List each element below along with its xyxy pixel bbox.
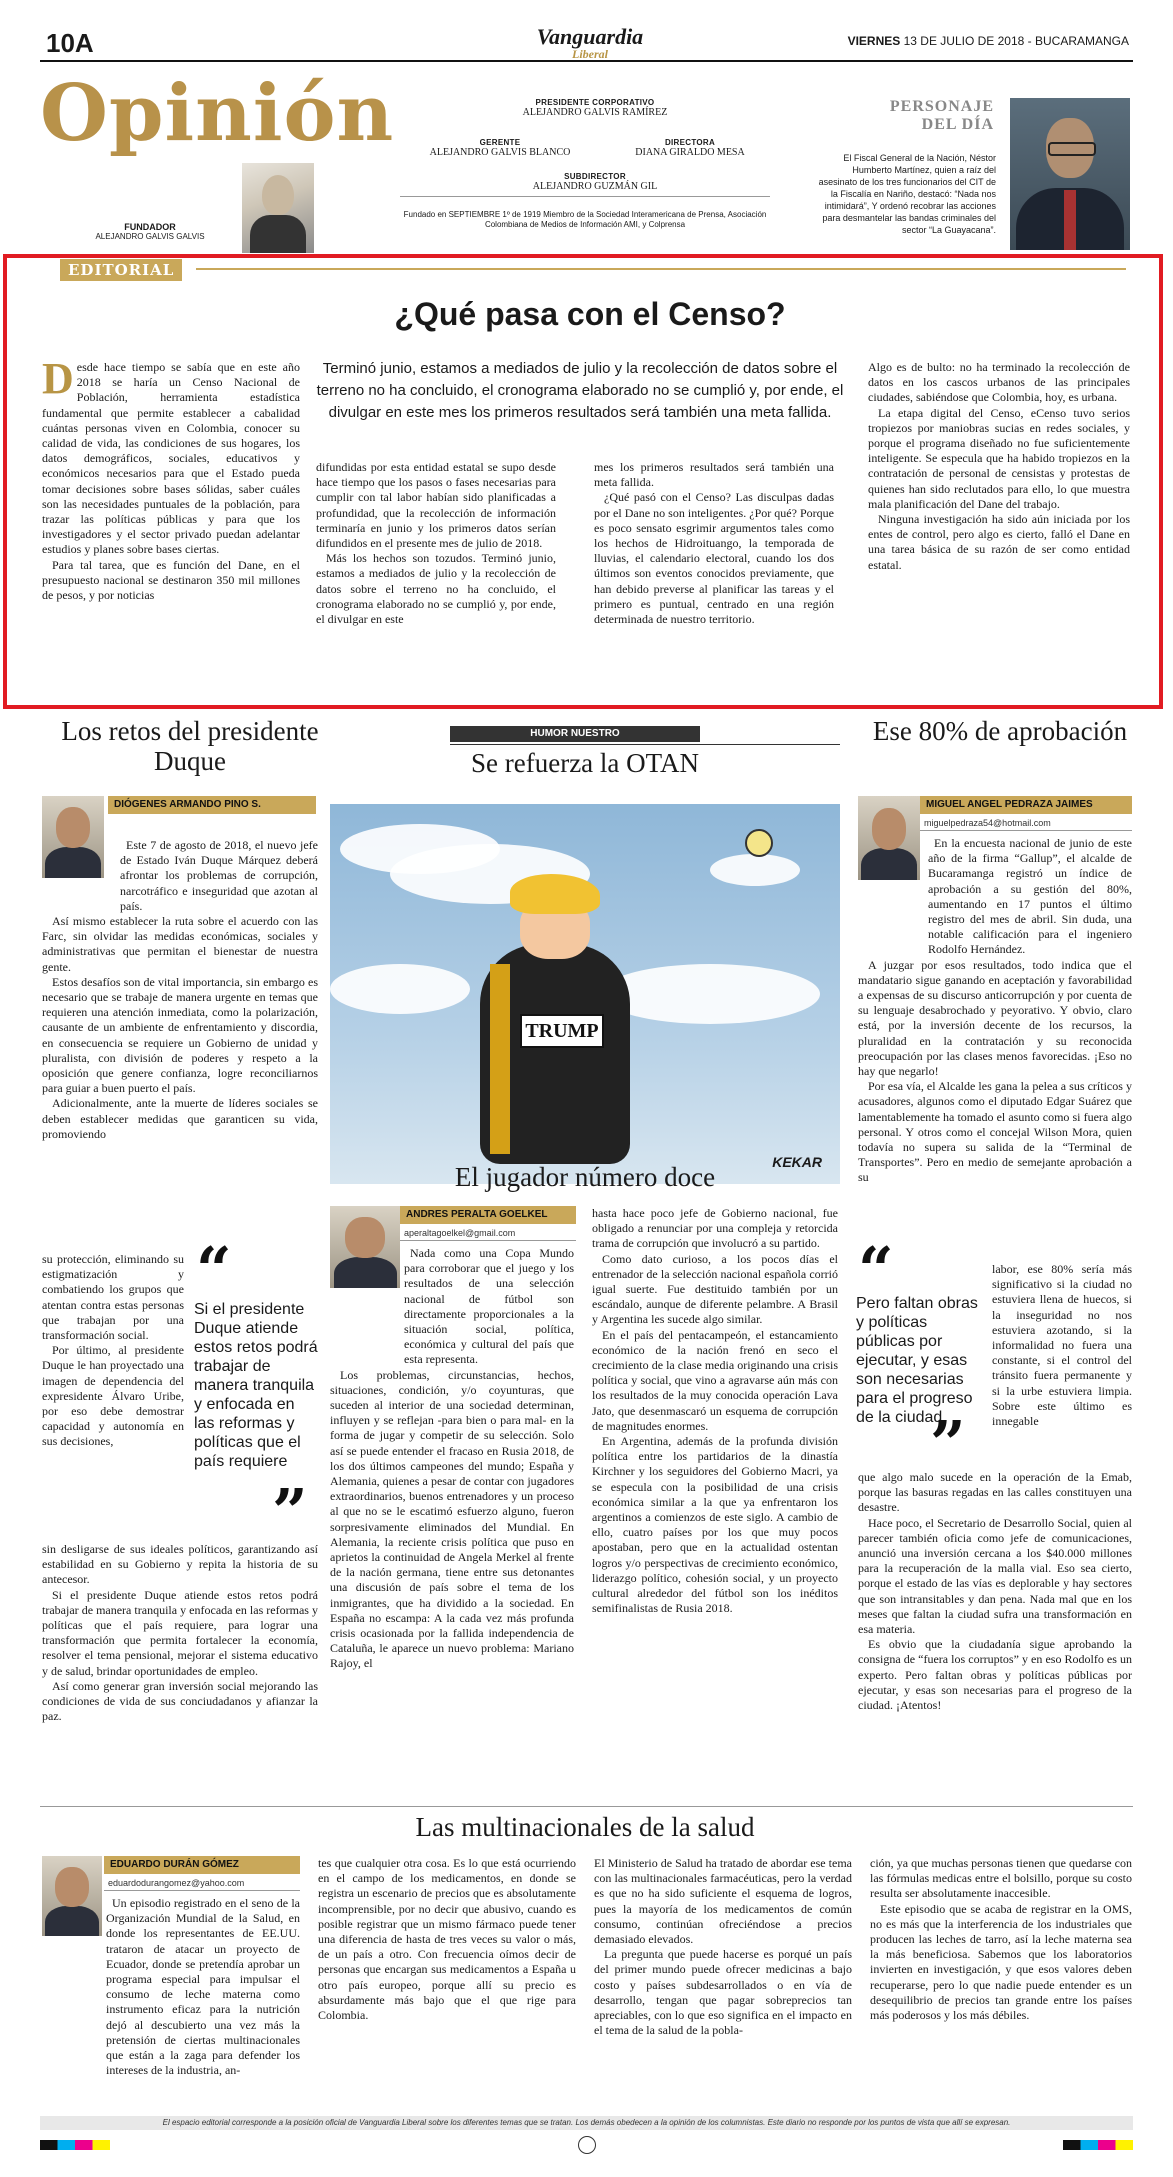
ochenta-text-narrow [992, 1262, 1132, 1429]
jugador-email[interactable]: aperaltagoelkel@gmail.com [400, 1226, 576, 1241]
cartoon-illustration [330, 804, 840, 1184]
editorial-paragraph: ¿Qué pasó con el Censo? Las disculpas dadas por el Dane no son inteligentes. ¿Por qué? Porque es poco sensato esgrimir argumentos tales como los hechos de Hidroituango, la temporada de lluvias, el calendario electoral, cuando los dos últimos son eventos conocidos previamente, que han debido preverse al planificar las tareas y el primero es puntual, centrado en una región determinada de nuestro territorio. [594, 490, 834, 627]
dateline [848, 34, 1129, 48]
multinacionales-column-1 [42, 1896, 300, 2078]
editorial-paragraph: Ninguna investigación ha sido aún iniciada por los entes de control, pero algo es cierto, falló el Dane en una tarea básica de su razón de ser como entidad estatal. [868, 512, 1130, 572]
ochenta-pullquote: Pero faltan obras y políticas públicas por ejecutar, y esas son necesarias para el progreso de la ciudad. [856, 1295, 978, 1426]
personaje-text: El Fiscal General de la Nación, Néstor Humberto Martínez, quien a raíz del asesinato de los tres funcionarios del CIT de la Fiscalía en Nariño, destacó: “Nada nos intimidará”, Y ordenó recobrar las acciones para desmantelar las bandas criminales del sector “La Guayacana”. [818, 153, 996, 235]
retos-byline: DIÓGENES ARMANDO PINO S. [108, 796, 316, 814]
jugador-paragraph: En el país del pentacampeón, el estancamiento económico de la nación frenó en seco el crecimiento de la clase media originando una crisis política y social, que vino a agravarse aún más con los resultados de la muy conocida operación Lava Jato, que desenmascaró un esquema de corrupción de magnitudes enormes. [592, 1327, 838, 1433]
retos-paragraph: Adicionalmente, ante la muerte de líderes sociales se deben establecer medidas que garanticen su vida, promoviendo [42, 1096, 318, 1141]
editorial-paragraph: La etapa digital del Censo, eCenso tuvo serios tropiezos por maniobras sucias en redes sociales, y porque el programa diseñado no fue suficientemente inteligente. Se especula que ha habido tropiezos en la contratación de personal de censistas y protestas de quienes han sido reclutados para ello, lo que muestra mala planificación del Dane del trabajo. [868, 405, 1130, 511]
multinacionales-paragraph: El Ministerio de Salud ha tratado de abordar ese tema con las multinacionales farmacéuticas, pero la verdad es que no ha sido suficiente el esquema de logros, pues la mayoría de los medicamentos de común consumo, continúan ofreciéndose a precios demasiado elevados. [594, 1856, 852, 1947]
retos-text-top [42, 838, 318, 1142]
registration-mark-icon [578, 2136, 596, 2154]
multinacionales-paragraph: Un episodio registrado en el seno de la Organización Mundial de la Salud, en donde los representantes de EE.UU. trataron de atacar un proyecto de Ecuador, donde se pretendía aprobar un programa especial para impulsar el consumo de leche materna como instrumento eficaz para la nutrición dejó al descubierto una vez más la pretensión de ciertas multinacionales que están a la zaga para defender los intereses de la industria, an- [106, 1896, 300, 2078]
manager-name: ALEJANDRO GALVIS BLANCO [429, 147, 571, 158]
retos-paragraph: Así como generar gran inversión social mejorando las condiciones de vida de sus conciudadanos y afianzar la paz. [42, 1678, 318, 1724]
multinacionales-email[interactable]: eduardodurangomez@yahoo.com [104, 1876, 300, 1891]
personaje-title-line2: DEL DÍA [921, 116, 994, 133]
ochenta-byline: MIGUEL ANGEL PEDRAZA JAIMES [920, 796, 1132, 814]
retos-paragraph: Si el presidente Duque atiende estos retos podrá trabajar de manera tranquila y enfocada en las reformas y políticas que el país requiere, para lograr una transformación que permita fortalecer la economía, resolver el tema pensional, mejorar el sistema educativo y de salud, brindar oportunidades de empleo. [42, 1587, 318, 1678]
editorial-tag: EDITORIAL [60, 259, 182, 281]
founder-credit [60, 222, 240, 242]
foundation-note: Fundado en SEPTIEMBRE 1º de 1919 Miembro de la Sociedad Interamericana de Prensa, Asociación Colombiana de Medios de Información AMI, y Colprensa [403, 210, 767, 229]
retos-title[interactable]: Los retos del presidente Duque [61, 716, 319, 776]
jugador-byline: ANDRES PERALTA GOELKEL [400, 1206, 576, 1224]
drop-cap: D [42, 354, 74, 403]
jugador-column-1 [330, 1246, 574, 1672]
multinacionales-paragraph: ción, ya que muchas personas tienen que quedarse con las fórmulas medicas entre el bolsillo, porque su costo resulta ser absolutamente inaccesible. [870, 1856, 1132, 1901]
jugador-paragraph: hasta hace poco jefe de Gobierno nacional, fue obligado a renunciar por una compleja y retorcida trama de corrupción que involucró a su partido. [592, 1206, 838, 1251]
multinacionales-paragraph: La pregunta que puede hacerse es porqué un país del primer mundo puede ofrecer medicinas a bajo costo y países subdesarrollados o en vía de desarrollo, tengan que pagar sobreprecios tan apreciables, con lo que eso significa en el impacto en el tema de la salud de la pobla- [594, 1947, 852, 2038]
quote-close-icon: ” [272, 1475, 308, 1548]
staff-divider [400, 196, 770, 197]
ochenta-title[interactable]: Ese 80% de aprobación [872, 716, 1128, 746]
color-registration-bar [1063, 2140, 1133, 2150]
ochenta-paragraph: Es obvio que la ciudadanía sigue aprobando la consigna de “fuera los corruptos” y en eso Rodolfo es un experto. Pero faltan obras y políticas públicas por ejecutar, y esas son necesarias para el progreso de la ciudad. ¡Atentos! [858, 1637, 1132, 1713]
staff-president [470, 98, 720, 118]
editorial-lead: Terminó junio, estamos a mediados de julio y la recolección de datos sobre el terreno no ha concluido, el cronograma elaborado no se cumplió y, por ende, el divulgar en este mes los primeros resultados será también una meta fallida. [316, 360, 844, 421]
staff-subdirector [470, 172, 720, 192]
brand-name: Vanguardia [536, 24, 644, 49]
founder-name: ALEJANDRO GALVIS GALVIS [95, 232, 205, 241]
ochenta-paragraph: que algo malo sucede en la operación de la Emab, porque las basuras regadas en las calles constituyen una desastre. [858, 1470, 1132, 1515]
founder-photo [242, 163, 314, 253]
editorial-paragraph: Algo es de bulto: no ha terminado la recolección de datos en los cascos urbanos de las principales ciudades, sabiéndose que Colombia, hoy, es urbana. [868, 360, 1130, 405]
editorial-rule [196, 268, 1126, 270]
jugador-column-2 [592, 1206, 838, 1616]
multinacionales-paragraph: tes que cualquier otra cosa. Es lo que está ocurriendo en el campo de los medicamentos, en donde se registra un escenario de precios que es absolutamente incomprensible, por no decir que abusivo, cuando es posible registrar que un mismo fármaco puede tener una diferencia de hasta de tres veces su valor o más, de un país a otro. Con frecuencia oímos decir de personas que encargan sus medicamentos a España u otro país europeo, porque allí su precio es absurdamente más bajo que el que rige para Colombia. [318, 1856, 576, 2023]
editorial-title: ¿Qué pasa con el Censo? [394, 296, 786, 332]
section-divider [40, 1806, 1133, 1807]
jugador-title[interactable]: El jugador número doce [454, 1162, 716, 1192]
multinacionales-column-4 [870, 1856, 1132, 2023]
masthead[interactable] [480, 26, 700, 60]
ochenta-paragraph: A juzgar por esos resultados, todo indica que el mandatario sigue ganando en aceptación y favorabilidad a expensas de su discurso anticorrupción y por cuenta de su lenguaje desabrochado y peyorativo. Y obvio, claro está, por la inversión decente de los recursos, la pluralidad en la contratación y su reconocida preocupación por las clases menos favorecidas. ¡Eso no hay que negarlo! [858, 957, 1132, 1079]
editorial-text: esde hace tiempo se sabía que en este año 2018 se haría un Censo Nacional de Población, herramienta estadística fundamental que permite establecer a cabalidad cuántas personas viven en Colombia, conocer su calidad de vida, las condiciones de sus hogares, los datos demográficos, sociales, educativos y económicos necesarios para que el Estado pueda tomar decisiones sobre bases sólidas, saber cuáles son las necesidades puntuales de la población, para trazar las políticas públicas y para que los investigadores y el sector privado puedan adelantar estudios y planes sobre bases ciertas. [42, 360, 300, 557]
humor-label: HUMOR NUESTRO [450, 726, 700, 742]
editorial-paragraph [42, 354, 300, 558]
retos-paragraph: sin desligarse de sus ideales políticos, garantizando así estabilidad en su Gobierno y repita la historia de su antecesor. [42, 1542, 318, 1587]
brand-sub: Liberal [572, 47, 608, 61]
editorial-column-3 [594, 460, 834, 627]
jugador-paragraph: Como dato curioso, a los pocos días el entrenador de la selección nacional española corrió igual suerte. Fue destituido también por un escándalo, aunque de diferente pelambre. A Brasil y Argentina les sucede algo similar. [592, 1251, 838, 1327]
ochenta-paragraph: En la encuesta nacional de junio de este año de la firma “Gallup”, el alcalde de Bucaramanga registró un índice de aprobación a su gestión del 80%, aumentando en 17 puntos el último registro del mes de abril. Sin duda, una notable calificación para el ingeniero Rodolfo Hernández. [928, 836, 1132, 957]
quote-open-icon: “ [196, 1233, 232, 1306]
multinacionales-title[interactable]: Las multinacionales de la salud [415, 1812, 755, 1842]
ochenta-paragraph: Por esa vía, el Alcalde les gana la pelea a sus críticos y acusadores, algunos como el diputado Edgar Suárez que lamentablemente ha tomado el asunto como si fuera algo personal. Y otros como el concejal Wilson Mora, quien todavía no supera su salida de la “Terminal de Transportes”. Pero en medio de semejante aprobación a su [858, 1079, 1132, 1185]
personaje-title-line1: PERSONAJE [889, 98, 994, 115]
editorial-column-4 [868, 360, 1130, 573]
editorial-paragraph: difundidas por esta entidad estatal se supo desde hace tiempo que los pasos o fases necesarias para cumplir con tal labor habían sido planificadas a profundidad, que la recolección de información terminaría en junio y los primeros datos serían difundidos en el presente mes de julio de 2018. [316, 460, 556, 551]
retos-pullquote: Si el presidente Duque atiende estos retos podrá trabajar de manera tranquila y enfocada en las reformas y políticas que el país requiere [194, 1301, 318, 1470]
staff-manager [400, 138, 600, 158]
staff-director [590, 138, 790, 158]
ochenta-text-top [858, 836, 1132, 1186]
sun-icon [745, 829, 773, 857]
color-registration-bar [40, 2140, 110, 2150]
date-rest: 13 DE JULIO DE 2018 - BUCARAMANGA [903, 34, 1129, 48]
president-label: PRESIDENTE CORPORATIVO [535, 98, 655, 107]
editorial-column-2 [316, 460, 556, 627]
subdirector-name: ALEJANDRO GUZMÁN GIL [532, 181, 658, 192]
editorial-paragraph: Para tal tarea, que es función del Dane, en el presupuesto nacional se destinaron 350 mil millones de pesos, y por noticias [42, 557, 300, 603]
jugador-paragraph: Nada como una Copa Mundo para corroborar que el juego y los resultados de una selección nacional de fútbol son directamente proporcionales a la situación social, política, económica y cultural del país que esta representa. [404, 1246, 574, 1367]
quote-open-icon: “ [858, 1233, 894, 1306]
cartoon-sign: TRUMP [520, 1014, 604, 1048]
retos-paragraph: Por último, al presidente Duque le han proyectado una imagen de dependencia del expresidente Álvaro Uribe, por eso debe demostrar capacidad y autonomía en sus decisiones, [42, 1343, 184, 1449]
personaje-title [878, 98, 994, 134]
retos-paragraph: Así mismo establecer la ruta sobre el acuerdo con las Farc, sin olvidar las medidas económicas, sociales y administrativas que permitan el bienestar de nuestra gente. [42, 914, 318, 974]
multinacionales-column-2 [318, 1856, 576, 2023]
otan-title[interactable]: Se refuerza la OTAN [471, 748, 699, 778]
founder-label: FUNDADOR [124, 222, 176, 232]
manager-label: GERENTE [479, 138, 521, 147]
ochenta-email[interactable]: miguelpedraza54@hotmail.com [920, 816, 1132, 831]
page-number: 10A [46, 28, 94, 58]
retos-paragraph: Este 7 de agosto de 2018, el nuevo jefe de Estado Iván Duque Márquez deberá afrontar los problemas de corrupción, narcotráfico e inseguridad que azotan al país. [120, 838, 318, 913]
multinacionales-paragraph: Este episodio que se acaba de registrar en la OMS, no es más que la interferencia de los industriales que producen las leches de tarro, así la leche materna sea la más beneficiosa. Sabemos que los laboratorios invierten en investigación, y que esos valores deben recuperarse, pero lo que nadie puede entender es un desequilibrio de precios tan grande entre los países más poderosos y los más débiles. [870, 1901, 1132, 2023]
editorial-column-1 [42, 354, 300, 603]
director-label: DIRECTORA [664, 138, 716, 147]
subdirector-label: SUBDIRECTOR [564, 172, 626, 181]
director-name: DIANA GIRALDO MESA [635, 147, 745, 158]
jugador-paragraph: Los problemas, circunstancias, hechos, situaciones, condición, y/o coyunturas, que suceden al interior de una sociedad determinan, influyen y se reflejan -para bien o para mal- en la forma de jugar y competir de su selección. Solo así se puede entender el fracaso en Rusia 2018, de los dos últimos campeones del mundo; España y Alemania, quienes a pesar de contar con jugadores extraordinarios, buenos entrenadores y un proceso al que no se le escatimó esfuerzo alguno, fueron sorpresivamente eliminados del Mundial. En Alemania, la reciente crisis política que puso en aprietos la continuidad de Angela Merkel al frente de la nación germana, tiene entre sus detonantes una discusión de país sobre el tema de los inmigrantes, que ha dividido a la sociedad. En España no escampa: A la cada vez más profunda crisis ocasionada por la fallida independencia de Cataluña, le aparece un nuevo problema: Mariano Rajoy, el [330, 1367, 574, 1671]
ochenta-paragraph: labor, ese 80% sería más significativo si la ciudad no estuviera llena de huecos, si la inseguridad no nos estuviera azotando, si la informalidad no fuera una constante, si el control del tránsito fuera permanente y si la urbe estuviera limpia. Sobre este último es innegable [992, 1262, 1132, 1429]
editorial-paragraph: Más los hechos son tozudos. Terminó junio, estamos a mediados de julio y la recolección de datos sobre el terreno no ha concluido, el cronograma elaborado no se cumplió y, por ende, el divulgar en este [316, 551, 556, 627]
humor-rule [450, 744, 840, 745]
ochenta-text-bottom [858, 1470, 1132, 1713]
jugador-paragraph: En Argentina, además de la profunda división política entre los partidarios de la dinastía Kirchner y los seguidores del Gobierno Macri, ya se especula con la posibilidad de una crisis económica similar a la que ya enfrentaron los argentinos a comienzos de este siglo. A cambio de ello, cuatro países por los que muy pocos apostaban, pero que en la actualidad ostentan logros y/o perspectivas de crecimiento económico, liderazgo político, cohesión social, y un proyecto cultural alrededor del fútbol son los inéditos semifinalistas de Rusia 2018. [592, 1434, 838, 1616]
retos-paragraph: Estos desafíos son de vital importancia, sin embargo es necesario que se trabaje de manera urgente en temas que requieren una atención inmediata, como la polarización, causante de un ambiente de enfrentamiento y discordia, en consecuencia se requiere un Gobierno de unidad y pluralista, con división de poderes y respeto a la oposición que genere confianza, logre reconciliarnos para guiar a buen puerto el país. [42, 974, 318, 1096]
multinacionales-column-3 [594, 1856, 852, 2038]
editorial-paragraph: mes los primeros resultados será también una meta fallida. [594, 460, 834, 490]
ochenta-paragraph: Hace poco, el Secretario de Desarrollo Social, quien al parecer también oficia como jefe de comunicaciones, anunció una inversión cercana a los $40.000 millones para la recuperación de la malla vial. Eso sea cierto, porque el estado de las vías es deplorable y hay sectores que son intransitables y dan pena. Nada mal que en los meses que faltan la ciudad sufra una transformación en esa materia. [858, 1515, 1132, 1637]
footer-disclaimer: El espacio editorial corresponde a la posición oficial de Vanguardia Liberal sobre los diferentes temas que se tratan. Los demás obedecen a la opinión de los columnistas. Este diario no responde por los puntos de vista que allí se expresan. [40, 2116, 1133, 2130]
quote-close-icon: ” [930, 1407, 966, 1480]
personaje-photo [1010, 98, 1130, 250]
section-title: Opinión [40, 68, 395, 159]
retos-text-bottom [42, 1542, 318, 1724]
cartoonist-signature: KEKAR [772, 1154, 822, 1170]
retos-text-narrow [42, 1252, 184, 1450]
multinacionales-byline: EDUARDO DURÁN GÓMEZ [104, 1856, 300, 1874]
president-name: ALEJANDRO GALVIS RAMÍREZ [522, 107, 668, 118]
date-day: VIERNES [847, 34, 901, 48]
retos-paragraph: su protección, eliminando su estigmatización y combatiendo los grupos que atentan contra estas personas que trabajan por una transformación social. [42, 1252, 184, 1343]
